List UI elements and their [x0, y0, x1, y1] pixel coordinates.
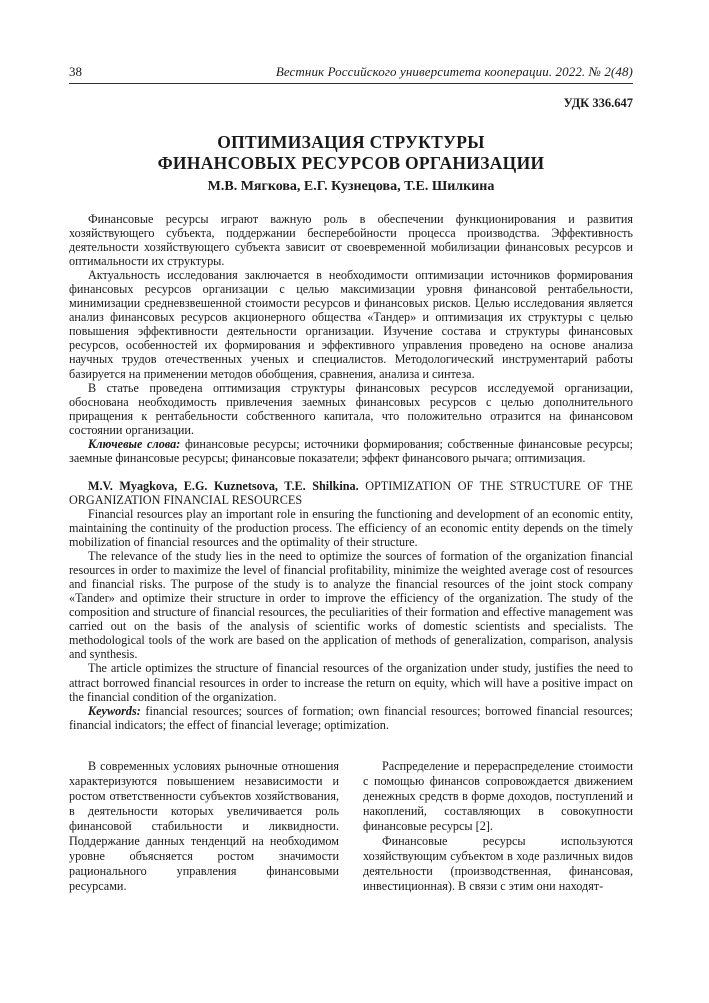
page-number: 38 [69, 64, 82, 79]
article-title [69, 132, 633, 174]
keywords-en-text: financial resources; sources of formation; own financial resources; borrowed financial resources; financial indicators; the effect of financial leverage; optimization. [69, 703, 633, 732]
journal-title: Вестник Российского университета кооперации. 2022. № 2(48) [275, 64, 633, 79]
abstract-ru-paragraph-2: Актуальность исследования заключается в необходимости оптимизации источников формирования финансовых ресурсов организации с целью максимизации уровня финансовой рентабельности, минимизации средневзвешенной стоимости ресурсов и финансовых рисков. Целью исследования является анализ финансовых ресурсов акционерного общества «Тандер» и оптимизация их структуры с целью повышения эффективности деятельности организации. Изучение состава и структуры финансовых ресурсов, особенностей их формирования и эффективного управления проведено на основе анализа научных трудов отечественных ученых и специалистов. Методологический инструментарий работы базируется на применении методов обобщения, сравнения, анализа и синтеза. [69, 268, 633, 381]
abstract-en-paragraph-2: The relevance of the study lies in the need to optimize the sources of formation of the organization financial resources in order to maximize the level of financial profitability, minimize the weighted average cost of resources and financial risks. The purpose of the study is to analyze the financial resources of the joint stock company «Tander» and optimize their structure in order to improve the efficiency of the organization. The study of the composition and structure of financial resources, the peculiarities of their formation and effective management was carried out on the basis of the analysis of scientific works of domestic scientists and specialists. The methodological tools of the work are based on the application of methods of generalization, comparison, analysis and synthesis. [69, 549, 633, 662]
abstract-en-paragraph-1: Financial resources play an important role in ensuring the functioning and development of an economic entity, maintaining the continuity of the production process. The efficiency of an economic entity depends on the timely mobilization of financial resources and the optimality of their structure. [69, 506, 633, 550]
udk-code: УДК 336.647 [563, 96, 633, 110]
body-right-paragraph-2: Финансовые ресурсы используются хозяйствующим субъектом в ходе различных видов деятельности (производственная, финансовая, инвестиционная). В связи с этим они находят- [363, 833, 633, 894]
keywords-ru-text: финансовые ресурсы; источники формирования; собственные финансовые ресурсы; заемные финансовые ресурсы; финансовые показатели; эффект финансового рычага; оптимизация. [69, 436, 633, 465]
abstract-en-keywords [69, 704, 633, 732]
running-header [69, 64, 633, 84]
body-columns [69, 759, 633, 894]
keywords-ru-label: Ключевые слова: [88, 436, 181, 451]
abstract-en [69, 479, 633, 732]
article-title-line-2: ФИНАНСОВЫХ РЕСУРСОВ ОРГАНИЗАЦИИ [157, 153, 545, 173]
abstract-en-heading [69, 479, 633, 507]
abstract-ru-keywords [69, 437, 633, 465]
body-left-column [69, 759, 339, 894]
abstract-ru [69, 212, 633, 465]
body-right-paragraph-1: Распределение и перераспределение стоимости с помощью финансов сопровождается движением денежных средств в форме доходов, поступлений и накоплений, составляющих в совокупности финансовые ресурсы [2]. [363, 758, 633, 833]
abstract-ru-paragraph-3: В статье проведена оптимизация структуры финансовых ресурсов исследуемой организации, обоснована необходимость привлечения заемных финансовых ресурсов с целью дополнительного приращения к рентабельности собственного капитала, что положительно отразится на финансовом состоянии организации. [69, 380, 633, 437]
article-authors: М.В. Мягкова, Е.Г. Кузнецова, Т.Е. Шилкина [207, 179, 495, 194]
abstract-en-authors: M.V. Myagkova, E.G. Kuznetsova, T.E. Shilkina. [88, 478, 359, 493]
abstract-en-paragraph-3: The article optimizes the structure of financial resources of the organization under study, justifies the need to attract borrowed financial resources in order to increase the return on equity, which will have a positive impact on the financial condition of the organization. [69, 661, 633, 704]
article-page [69, 64, 633, 894]
keywords-en-label: Keywords: [88, 703, 141, 718]
body-left-paragraph-1: В современных условиях рыночные отношения характеризуются повышением независимости и ростом ответственности субъектов хозяйствования, в деятельности которых увеличивается роль финансовой стабильности и ликвидности. Поддержание данных тенденций на необходимом уровне объясняется ростом значимости рационального управления финансовыми ресурсами. [69, 758, 339, 894]
body-right-column [363, 759, 633, 894]
abstract-en-title: OPTIMIZATION OF THE STRUCTURE OF THE ORGANIZATION FINANCIAL RESOURCES [69, 478, 633, 507]
article-title-line-1: ОПТИМИЗАЦИЯ СТРУКТУРЫ [217, 132, 485, 152]
abstract-ru-paragraph-1: Финансовые ресурсы играют важную роль в обеспечении функционирования и развития хозяйствующего субъекта, поддержании бесперебойности процесса производства. Эффективность деятельности хозяйствующего субъекта зависит от своевременной мобилизации финансовых ресурсов и оптимальности их структуры. [69, 212, 633, 269]
